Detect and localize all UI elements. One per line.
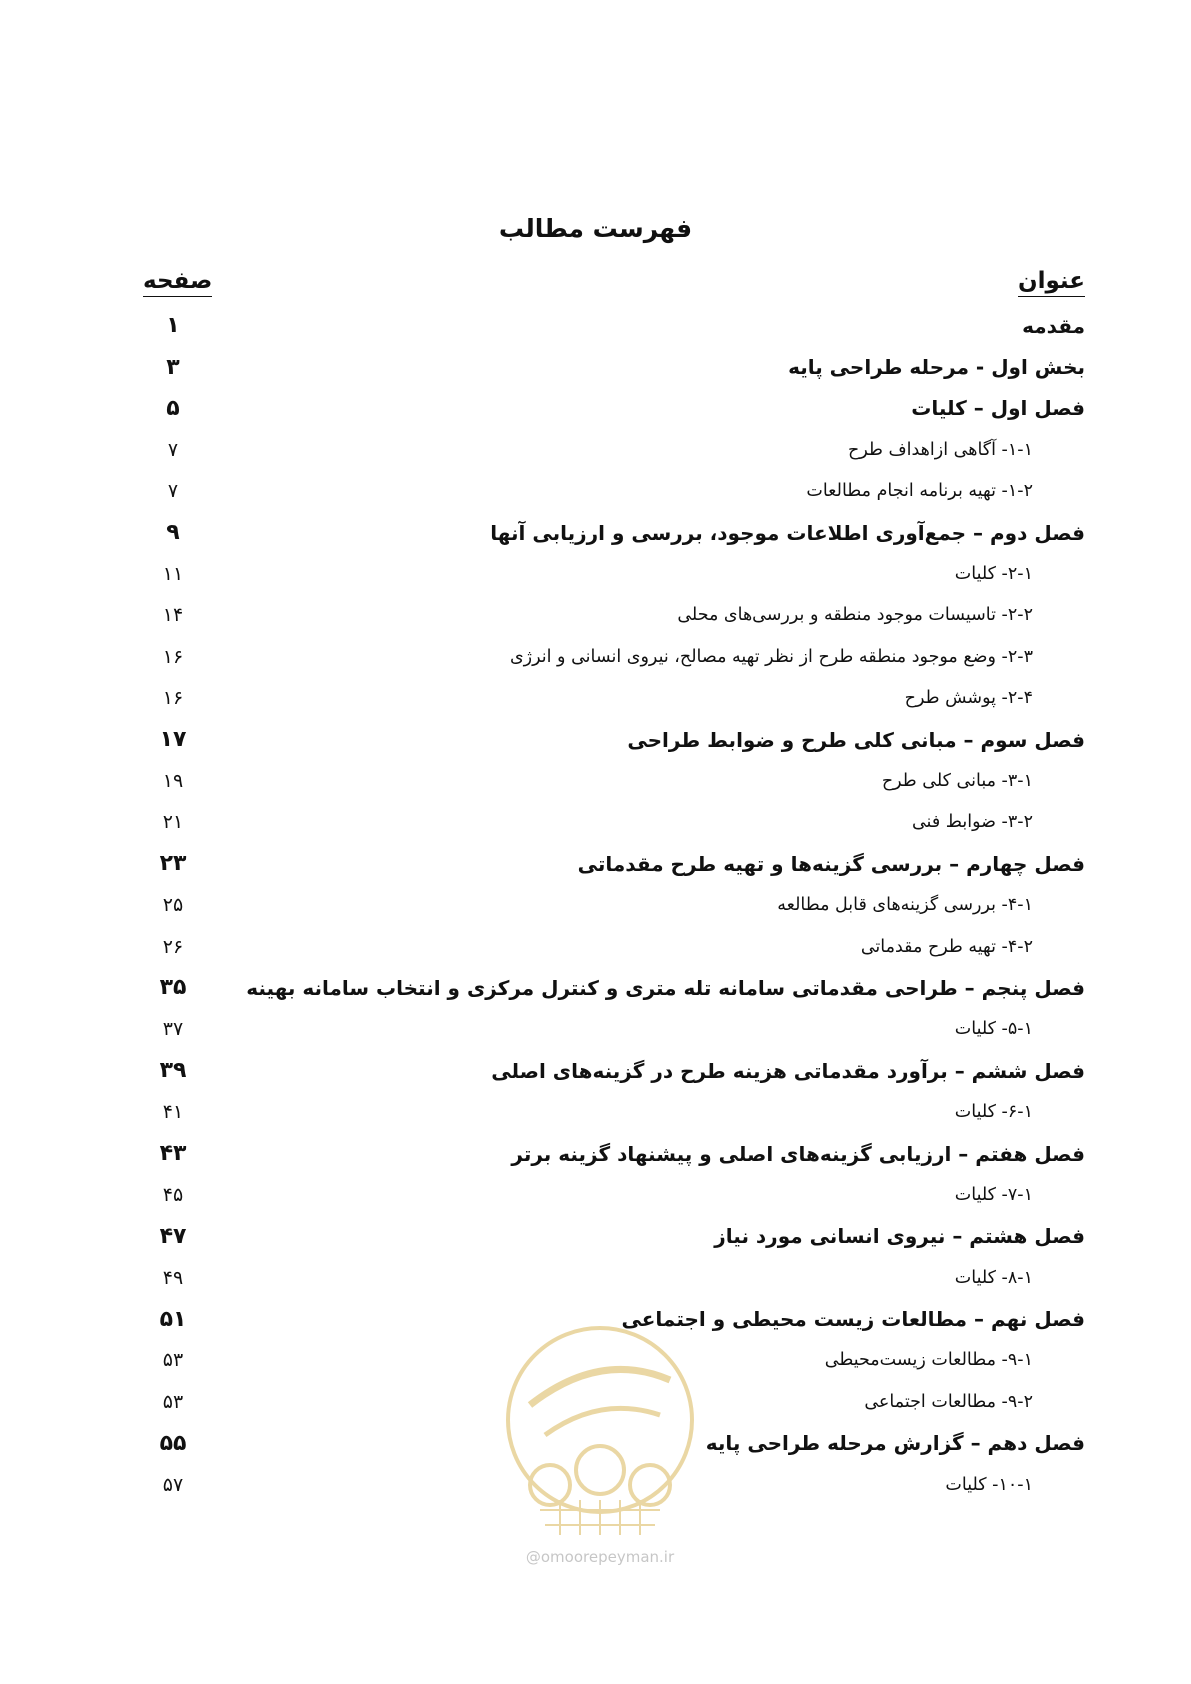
toc-chapter-row [143,388,1085,429]
toc-entry-page: ۳ [166,354,180,380]
watermark-logo [490,1310,710,1570]
toc-chapter-row [143,346,1085,387]
toc-entry-page: ۵ [166,395,180,421]
toc-entry-title: ۱۰-۱- کلیات [945,1474,1033,1495]
toc-entry-title: ۶-۱- کلیات [954,1102,1033,1123]
toc-entry-title: ۹-۱- مطالعات زیست‌محیطی [824,1350,1033,1371]
column-header-page: صفحه [143,268,212,297]
toc-entry-page: ۷ [167,438,179,461]
toc-entry-page: ۳۹ [159,1058,187,1084]
toc-entry-page: ۴۱ [162,1101,184,1124]
toc-entry-page: ۲۶ [162,935,184,958]
toc-entry-page: ۹ [166,520,180,546]
toc-entry-title: ۱-۱- آگاهی ازاهداف طرح [848,439,1033,460]
toc-section-row [143,1091,1085,1132]
toc-section-row [143,595,1085,636]
toc-section-row [143,884,1085,925]
toc-entry-page: ۲۱ [162,811,184,834]
column-header-title: عنوان [1018,268,1085,297]
toc-entry-page: ۷ [167,480,179,503]
toc-header [143,268,1085,304]
toc-entry-title: مقدمه [1022,313,1085,338]
toc-entry-title: فصل اول – کلیات [911,396,1085,421]
toc-section-row [143,926,1085,967]
toc-entry-page: ۱۶ [162,687,184,710]
toc-entry-title: فصل پنجم – طراحی مقدماتی سامانه تله متری و کنترل مرکزی و انتخاب سامانه بهینه [246,975,1085,1000]
toc-entry-page: ۱۴ [162,604,184,627]
toc-entry-title: ۸-۱- کلیات [954,1267,1033,1288]
toc-entry-title: فصل دهم – گزارش مرحله طراحی پایه [705,1431,1085,1456]
toc-entry-title: ۵-۱- کلیات [954,1019,1033,1040]
toc-section-row [143,678,1085,719]
toc-entry-title: فصل هشتم – نیروی انسانی مورد نیاز [714,1224,1085,1249]
toc-chapter-row [143,1050,1085,1091]
toc-entry-page: ۴۵ [162,1183,184,1206]
toc-entry-page: ۴۳ [159,1141,187,1166]
toc-entry-title: فصل چهارم – بررسی گزینه‌ها و تهیه طرح مقدماتی [577,851,1085,876]
toc-chapter-row [143,305,1085,346]
toc-entry-page: ۵۵ [159,1430,187,1456]
toc-chapter-row [143,1216,1085,1257]
toc-entry-title: فصل نهم – مطالعات زیست محیطی و اجتماعی [621,1307,1085,1332]
toc-section-row [143,429,1085,470]
toc-entry-title: فصل سوم – مبانی کلی طرح و ضوابط طراحی [627,727,1085,752]
toc-entry-page: ۳۷ [162,1018,184,1041]
toc-entry-title: ۲-۳- وضع موجود منطقه طرح از نظر تهیه مصالح، نیروی انسانی و انرژی [509,646,1033,667]
toc-section-row [143,760,1085,801]
toc-entry-page: ۵۳ [162,1349,184,1372]
toc-section-row [143,636,1085,677]
toc-entry-title: ۳-۱- مبانی کلی طرح [881,770,1033,791]
toc-section-row [143,1009,1085,1050]
page-title: فهرست مطالب [498,214,693,243]
toc-section-row [143,1174,1085,1215]
toc-entry-page: ۳۵ [159,975,187,1001]
toc-entry-page: ۱۹ [162,769,184,792]
toc-entry-title: ۴-۲- تهیه طرح مقدماتی [860,936,1033,957]
toc-entry-title: فصل ششم – برآورد مقدماتی هزینه طرح در گزینه‌های اصلی [491,1058,1085,1083]
toc-entry-page: ۱ [166,313,180,339]
toc-entry-page: ۵۷ [162,1473,184,1496]
toc-entry-title: ۷-۱- کلیات [954,1184,1033,1205]
toc-entry-page: ۱۶ [162,645,184,668]
toc-entry-page: ۵۱ [159,1306,187,1332]
toc-section-row [143,1257,1085,1298]
toc-entry-title: ۹-۲- مطالعات اجتماعی [864,1391,1033,1412]
toc-chapter-row [143,512,1085,553]
toc-section-row [143,802,1085,843]
toc-entry-title: ۳-۲- ضوابط فنی [911,812,1033,833]
toc-entry-title: فصل دوم – جمع‌آوری اطلاعات موجود، بررسی و ارزیابی آنها [490,520,1085,545]
toc-entry-page: ۲۳ [159,851,187,877]
toc-entry-title: بخش اول - مرحله طراحی پایه [788,355,1085,380]
toc-entry-page: ۵۳ [162,1390,184,1413]
toc-entry-page: ۴۹ [162,1266,184,1289]
toc-entry-title: ۲-۴- پوشش طرح [904,688,1033,709]
toc-entry-title: ۱-۲- تهیه برنامه انجام مطالعات [806,481,1033,502]
toc-chapter-row [143,843,1085,884]
toc-chapter-row [143,1133,1085,1174]
toc-section-row [143,553,1085,594]
watermark-url: @omoorepeyman.ir [525,1548,675,1566]
toc-entry-page: ۱۷ [159,727,187,753]
toc-entry-title: ۲-۱- کلیات [954,564,1033,585]
toc-chapter-row [143,967,1085,1008]
toc-entry-title: ۴-۱- بررسی گزینه‌های قابل مطالعه [777,895,1033,916]
toc-chapter-row [143,719,1085,760]
toc-entry-title: ۲-۲- تاسیسات موجود منطقه و بررسی‌های محلی [677,605,1033,626]
toc-entry-page: ۱۱ [162,563,184,586]
toc-entry-title: فصل هفتم – ارزیابی گزینه‌های اصلی و پیشنهاد گزینه برتر [511,1141,1085,1166]
toc-entry-page: ۴۷ [159,1223,187,1249]
toc-entry-page: ۲۵ [162,894,184,917]
toc-section-row [143,471,1085,512]
